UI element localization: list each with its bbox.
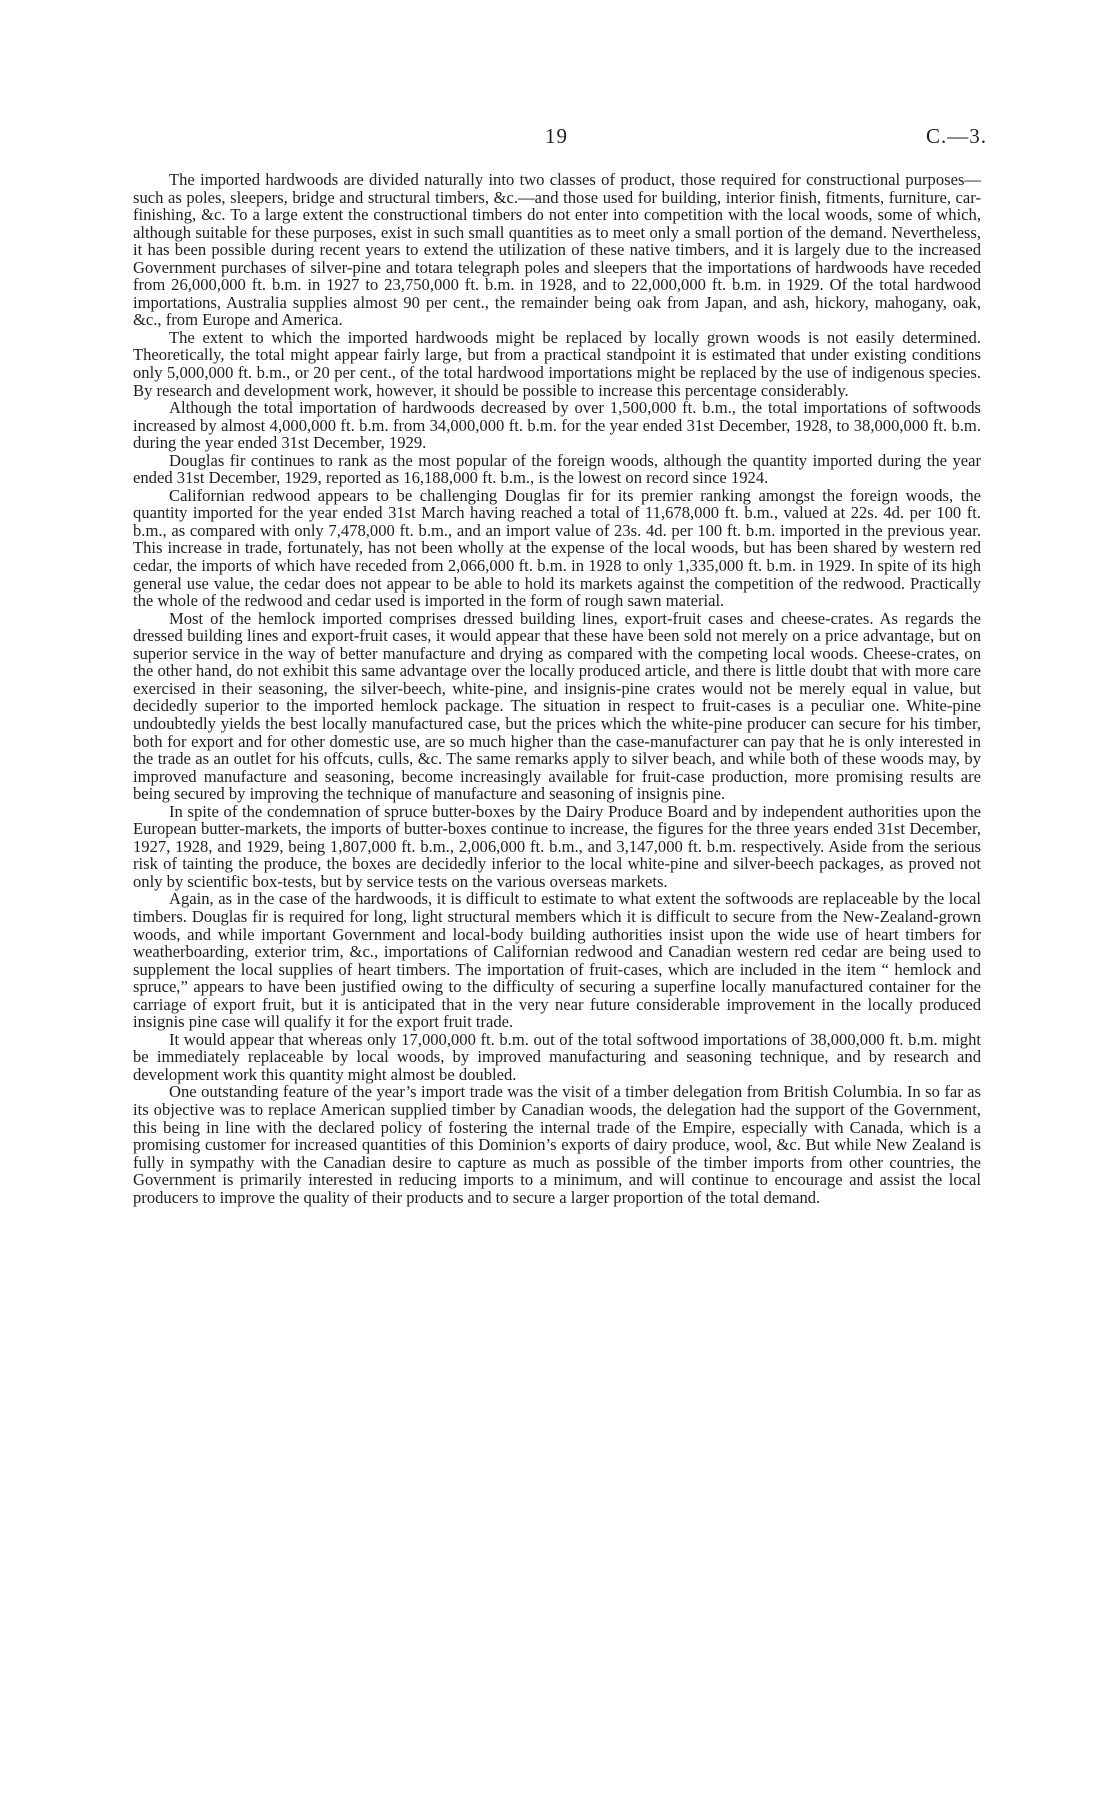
document-reference: C.—3. (925, 124, 987, 148)
page-number: 19 (545, 124, 568, 148)
paragraph-replaceable-quantity: It would appear that whereas only 17,000,000 ft. b.m. out of the total softwood importations of 38,000,000 ft. b.m. might be immediately replaceable by local woods, by improved manufacturing and seasoning technique, and by research and development work this quantity might almost be doubled. (133, 1029, 981, 1084)
paragraph-imported-hardwoods: The imported hardwoods are divided naturally into two classes of product, those required for constructional purposes—such as poles, sleepers, bridge and structural timbers, &c.—and those used for building, interior finish, fitments, furniture, car-finishing, &c. To a large extent the constructional timbers do not enter into competition with the local woods, some of which, although suitable for these purposes, exist in such small quantities as to meet only a small portion of the demand. Nevertheless, it has been possible during recent years to extend the utilization of these native timbers, and it is largely due to the increased Government purchases of silver-pine and totara telegraph poles and sleepers that the importations of hardwoods have receded from 26,000,000 ft. b.m. in 1927 to 23,750,000 ft. b.m. in 1928, and to 22,000,000 ft. b.m. in 1929. Of the total hardwood importations, Australia supplies almost 90 per cent., the remainder being oak from Japan, and ash, hickory, mahogany, oak, &c., from Europe and America. (133, 170, 981, 330)
paragraph-timber-delegation: One outstanding feature of the year’s import trade was the visit of a timber delegation from British Columbia. In so far as its objective was to replace American supplied timber by Canadian woods, the delegation had the support of the Government, this being in line with the declared policy of fostering the internal trade of the Empire, especially with Canada, which is a promising customer for increased quantities of this Dominion’s exports of dairy produce, wool, &c. But while New Zealand is fully in sympathy with the Canadian desire to capture as much as possible of the timber imports from other countries, the Government is primarily interested in reducing imports to a minimum, and will continue to encourage and assist the local producers to improve the quality of their products and to secure a larger proportion of the total demand. (133, 1082, 981, 1207)
body-text (133, 171, 981, 1206)
paragraph-softwood-replaceability: Again, as in the case of the hardwoods, it is difficult to estimate to what extent the softwoods are replaceable by the local timbers. Douglas fir is required for long, light structural members which it is difficult to secure from the New-Zealand-grown woods, and while important Government and local-body building authorities insist upon the wide use of heart timbers for weatherboarding, exterior trim, &c., importations of Californian redwood and Canadian western red cedar are being used to supplement the local supplies of heart timbers. The importation of fruit-cases, which are included in the item “ hemlock and spruce,” appears to have been justified owing to the difficulty of securing a superfine locally manufactured container for the carriage of export fruit, but it is anticipated that in the very near future considerable improvement in the locally produced insignis pine case will qualify it for the export fruit trade. (133, 889, 981, 1032)
paragraph-hardwood-replacement: The extent to which the imported hardwoods might be replaced by locally grown woods is not easily determined. Theoretically, the total might appear fairly large, but from a practical standpoint it is estimated that under existing conditions only 5,000,000 ft. b.m., or 20 per cent., of the total hardwood importations might be replaced by the use of indigenous species. By research and development work, however, it should be possible to increase this percentage considerably. (133, 327, 981, 400)
paragraph-douglas-fir: Douglas fir continues to rank as the most popular of the foreign woods, although the quantity imported during the year ended 31st December, 1929, reported as 16,188,000 ft. b.m., is the lowest on record since 1924. (133, 450, 981, 488)
paragraph-softwood-importation: Although the total importation of hardwoods decreased by over 1,500,000 ft. b.m., the total importations of softwoods increased by almost 4,000,000 ft. b.m. from 34,000,000 ft. b.m. for the year ended 31st December, 1928, to 38,000,000 ft. b.m. during the year ended 31st December, 1929. (133, 398, 981, 453)
paragraph-hemlock: Most of the hemlock imported comprises dressed building lines, export-fruit cases and cheese-crates. As regards the dressed building lines and export-fruit cases, it would appear that these have been sold not merely on a price advantage, but on superior service in the way of better manufacture and drying as compared with the competing local woods. Cheese-crates, on the other hand, do not exhibit this same advantage over the locally produced article, and there is little doubt that with more care exercised in their seasoning, the silver-beech, white-pine, and insignis-pine crates would not be merely equal in value, but decidedly superior to the imported hemlock package. The situation in respect to fruit-cases is a peculiar one. White-pine undoubtedly yields the best locally manufactured case, but the prices which the white-pine producer can secure for his timber, both for export and for other domestic use, are so much higher than the case-manufacturer can pay that he is only interested in the trade as an outlet for his offcuts, culls, &c. The same remarks apply to silver beach, and while both of these woods may, by improved manufacture and seasoning, become increasingly available for fruit-case production, more promising results are being secured by improving the technique of manufacture and seasoning of insignis pine. (133, 608, 981, 804)
paragraph-californian-redwood: Californian redwood appears to be challenging Douglas fir for its premier ranking amongst the foreign woods, the quantity imported for the year ended 31st March having reached a total of 11,678,000 ft. b.m., valued at 22s. 4d. per 100 ft. b.m., as compared with only 7,478,000 ft. b.m., and an import value of 23s. 4d. per 100 ft. b.m. imported in the previous year. This increase in trade, fortunately, has not been wholly at the expense of the local woods, but has been shared by western red cedar, the imports of which have receded from 2,066,000 ft. b.m. in 1928 to only 1,335,000 ft. b.m. in 1929. In spite of its high general use value, the cedar does not appear to be able to hold its markets against the competition of the redwood. Practically the whole of the redwood and cedar used is imported in the form of rough sawn material. (133, 485, 981, 611)
paragraph-butter-boxes: In spite of the condemnation of spruce butter-boxes by the Dairy Produce Board and by independent authorities upon the European butter-markets, the imports of butter-boxes continue to increase, the figures for the three years ended 31st December, 1927, 1928, and 1929, being 1,807,000 ft. b.m., 2,006,000 ft. b.m., and 3,147,000 ft. b.m. respectively. Aside from the serious risk of tainting the produce, the boxes are decidedly inferior to the local white-pine and silver-beech packages, as proved not only by scientific box-tests, but by service tests on the various overseas markets. (133, 801, 981, 891)
